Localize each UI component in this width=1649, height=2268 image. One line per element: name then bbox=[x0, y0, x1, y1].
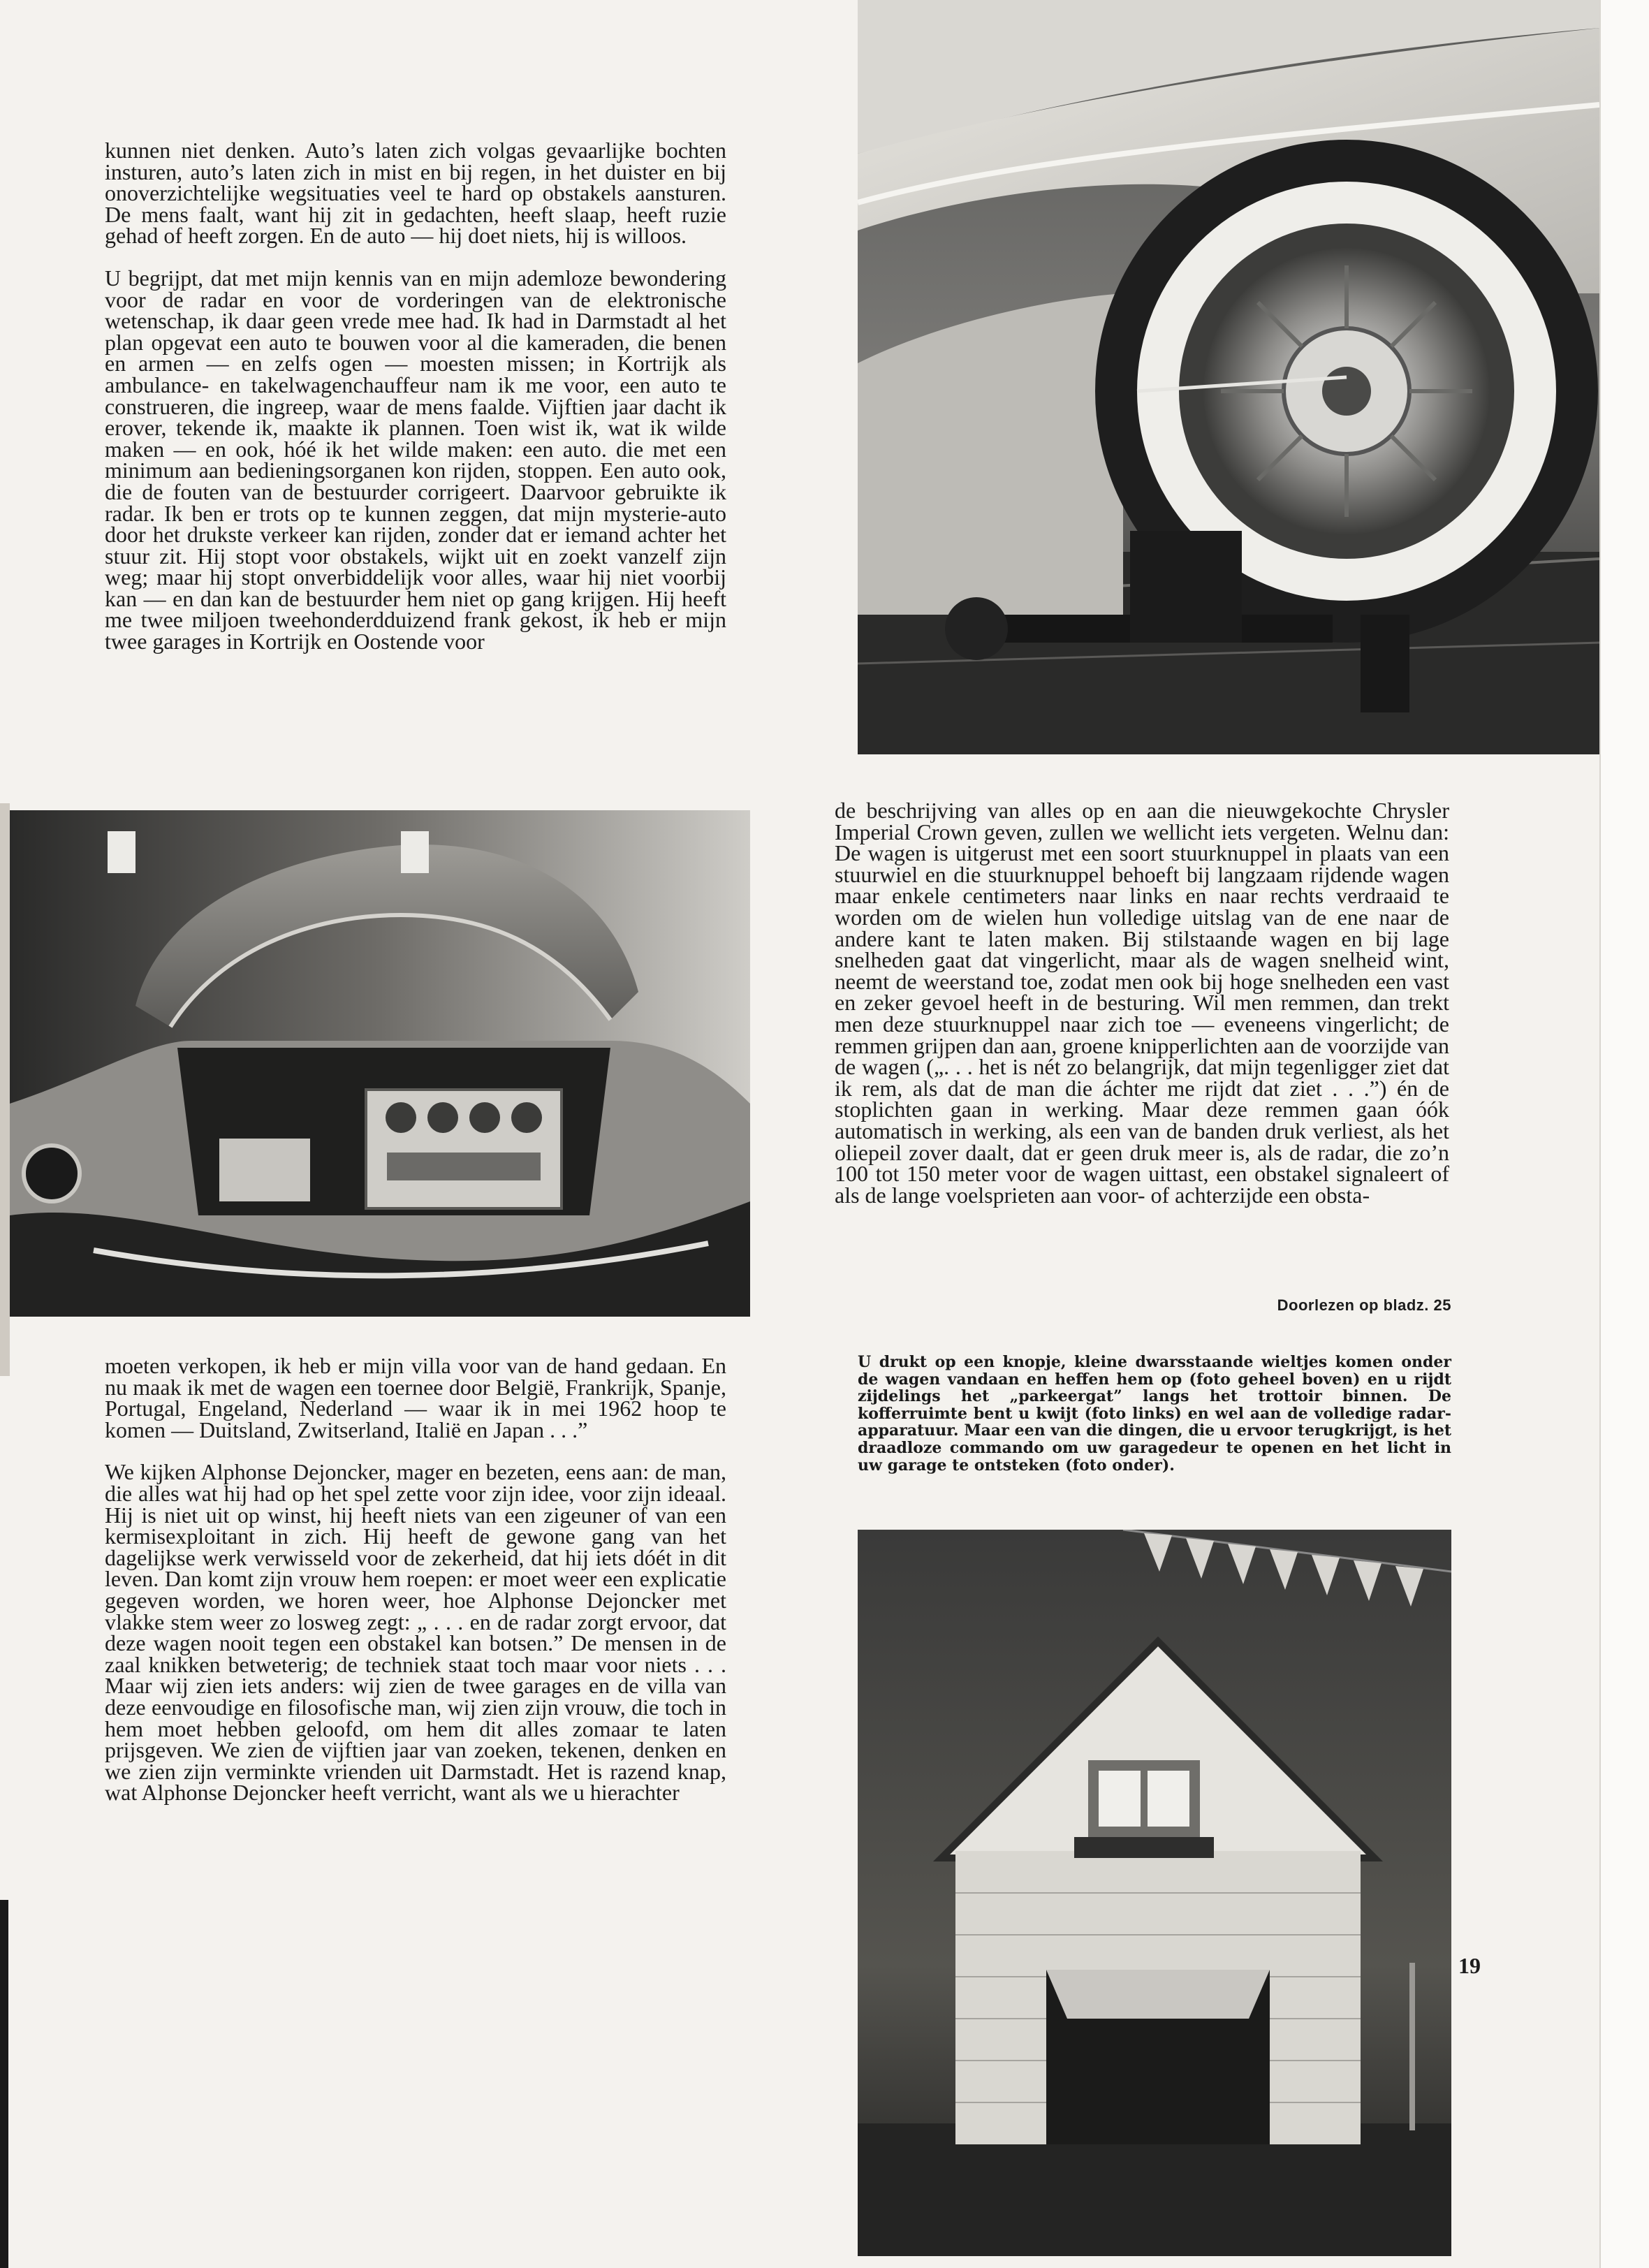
paragraph: U begrijpt, dat met mijn kennis van en mijn ademloze bewondering voor de radar en voor de vorderingen van de elektronische wetenschap, ik daar geen vrede mee had. Ik had in Darmstadt al het plan opgevat een auto te bouwen voor al die kameraden, die benen en armen — en zelfs ogen — moesten missen; in Kortrijk als ambulance- en takelwagenchauffeur nam ik me voor, een auto te construeren, die ingreep, waar de mens faalde. Vijftien jaar dacht ik erover, tekende ik, maakte ik plannen. Toen wist ik, wat ik wilde maken — en ook, hóé ik het wilde maken: een auto. die met een minimum aan bedieningsorganen kon rijden, stoppen. Een auto ook, die de fouten van de bestuurder corrigeert. Daarvoor gebruikte ik radar. Ik ben er trots op te kunnen zeggen, dat mijn mysterie-auto door het drukste verkeer kan rijden, zonder dat er iemand achter het stuur zit. Hij stopt voor obstakels, wijkt uit en zoekt vanzelf zijn weg; maar hij stopt onverbiddelijk voor alles, waar hij niet voorbij kan — en dan kan de bestuurder hem niet op gang krijgen. Hij heeft me twee miljoen tweehonderdduizend frank gekost, ik heb er mijn twee garages in Kortrijk en Oostende voor bbox=[105, 265, 726, 654]
trunk-radar-photo bbox=[10, 810, 750, 1317]
article-column-top-left bbox=[105, 140, 726, 652]
paragraph: moeten verkopen, ik heb er mijn villa voor van de hand gedaan. En nu maak ik met de wagen een toernee door België, Frankrijk, Spanje, Portugal, Engeland, Nederland — waar ik in mei 1962 hoop te komen — Duitsland, Zwitserland, Italië en Japan . . .” bbox=[105, 1353, 726, 1442]
article-column-bottom-left bbox=[105, 1355, 726, 1804]
binding-shadow bbox=[0, 803, 10, 1376]
page-edge bbox=[1599, 0, 1649, 2268]
garage-model-photo bbox=[858, 1530, 1451, 2256]
article-column-right bbox=[835, 800, 1449, 1206]
paragraph: kunnen niet denken. Auto’s laten zich volgas gevaarlijke bochten insturen, auto’s laten zich in mist en bij regen, in het duister en bij onoverzichtelijke wegsituaties veel te hard op obstakels aansturen. De mens faalt, want hij zit in gedachten, heeft slaap, heeft ruzie gehad of heeft zorgen. En de auto — hij doet niets, hij is willoos. bbox=[105, 138, 726, 249]
continue-reference: Doorlezen op bladz. 25 bbox=[1277, 1296, 1451, 1314]
binding-edge bbox=[0, 1900, 8, 2268]
paragraph: We kijken Alphonse Dejoncker, mager en bezeten, eens aan: de man, die alles wat hij had op het spel zette voor zijn idee, voor zijn ideaal. Hij is niet uit op winst, hij heeft niets van een zigeuner of van een kermisexploitant in zich. Hij heeft de gewone gang van het dagelijkse werk verwisseld voor de zekerheid, dat hij iets dóét in dit leven. Dan komt zijn vrouw hem roepen: er moet weer een explicatie gegeven worden, we horen weer, hoe Alphonse Dejoncker met vlakke stem weer zo losweg zegt: „ . . . en de radar zorgt ervoor, dat deze wagen nooit tegen een obstakel kan botsen.” De mensen in de zaal knikken betweterig; de techniek staat toch maar voor niets . . . Maar wij zien iets anders: wij zien de twee garages en de villa van deze eenvoudige en filosofische man, wij zien zijn vrouw, die toch in hem moet hebben geloofd, om hem dit alles zomaar te laten prijsgeven. We zien de vijftien jaar van zoeken, tekenen, denken en we zien zijn verminkte vrienden uit Darmstadt. Het is razend knap, wat Alphonse Dejoncker heeft verricht, want als we u hierachter bbox=[105, 1459, 726, 1806]
page-number: 19 bbox=[1458, 1953, 1481, 1978]
photo-caption: U drukt op een knopje, kleine dwarsstaande wieltjes komen onder de wagen vandaan en heffen hem op (foto geheel boven) en u rijdt zijdelings het „parkeergat” langs het trottoir binnen. De kofferruimte bent u kwijt (foto links) en wel aan de volledige radar-apparatuur. Maar een van die dingen, die u ervoor terugkrijgt, is het draadloze commando om uw garagedeur te openen en het licht in uw garage te ontsteken (foto onder). bbox=[858, 1353, 1451, 1475]
car-wheel-photo bbox=[858, 0, 1599, 754]
paragraph: de beschrijving van alles op en aan die nieuwgekochte Chrysler Imperial Crown geven, zullen we wellicht iets vergeten. Welnu dan: De wagen is uitgerust met een soort stuurknuppel in plaats van een stuurwiel en die stuurknuppel behoeft bij langzaam rijdende wagen maar enkele centimeters naar links en naar rechts verdraaid te worden om de wielen hun volledige uitslag van de ene naar de andere kant te laten maken. Bij stilstaande wagen en bij lage snelheden gaat dat vingerlicht, maar als de wagen snelheid wint, neemt de weerstand toe, zodat men ook bij hoge snelheden een vast en zeker gevoel heeft in de besturing. Wil men remmen, dan trekt men deze stuurknuppel naar zich toe — eveneens vingerlicht; de remmen grijpen dan aan, groene knipperlichten aan de voorzijde van de wagen („. . . het is nét zo belangrijk, dat mijn tegenligger ziet dat ik rem, als dat de man die áchter me rijdt dat ziet . . .”) én de stoplichten gaan in werking. Maar deze remmen gaan óók automatisch in werking, als een van de banden druk verliest, als het oliepeil zover daalt, dat er geen druk meer is, als de radar, die zo’n 100 tot 150 meter voor de wagen uittast, een obstakel signaleert of als de lange voelsprieten aan voor- of achterzijde een obsta- bbox=[835, 798, 1449, 1208]
